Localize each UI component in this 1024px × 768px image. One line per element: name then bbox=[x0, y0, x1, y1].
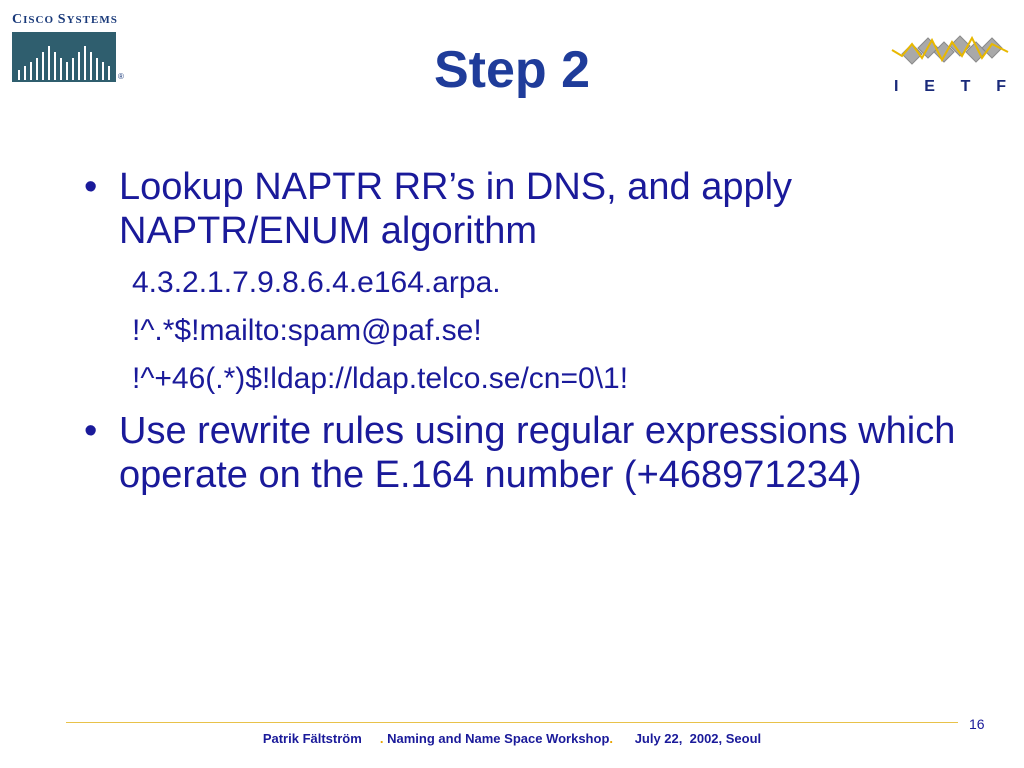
footer-divider bbox=[66, 722, 958, 723]
footer-author: Patrik Fältström bbox=[262, 731, 362, 746]
sub-line: !^+46(.*)$!ldap://ldap.telco.se/cn=0\1! bbox=[132, 362, 629, 395]
bullet-text: Lookup NAPTR RR’s in DNS, and apply NAPTR/ENUM algorithm bbox=[119, 166, 793, 252]
footer-separator: . bbox=[609, 731, 614, 746]
sub-line: 4.3.2.1.7.9.8.6.4.e164.arpa. bbox=[132, 266, 501, 299]
slide-title: Step 2 bbox=[433, 41, 591, 99]
cisco-systems-logo: CISCO SYSTEMS ® bbox=[12, 12, 124, 81]
slide-body bbox=[84, 165, 984, 497]
sub-list bbox=[84, 259, 984, 403]
sub-line: !^.*$!mailto:spam@paf.se! bbox=[132, 314, 482, 347]
bullet-marker: • bbox=[84, 410, 98, 452]
ietf-wordmark: I E T F bbox=[894, 78, 1006, 95]
footer-separator: . bbox=[379, 731, 384, 746]
cisco-wordmark: CISCO SYSTEMS bbox=[12, 12, 118, 27]
bullet-item bbox=[84, 165, 984, 253]
footer-date-place: July 22, 2002, Seoul bbox=[634, 731, 762, 746]
page-number: 16 bbox=[969, 716, 985, 732]
ietf-logo bbox=[888, 30, 1012, 104]
bullet-marker: • bbox=[84, 166, 98, 208]
bullet-text: Use rewrite rules using regular expressions which operate on the E.164 number (+468971234) bbox=[119, 410, 956, 496]
bullet-item bbox=[84, 409, 984, 497]
footer bbox=[0, 731, 1024, 746]
footer-event: Naming and Name Space Workshop bbox=[387, 731, 610, 746]
ietf-diamond-icon bbox=[888, 30, 1012, 76]
